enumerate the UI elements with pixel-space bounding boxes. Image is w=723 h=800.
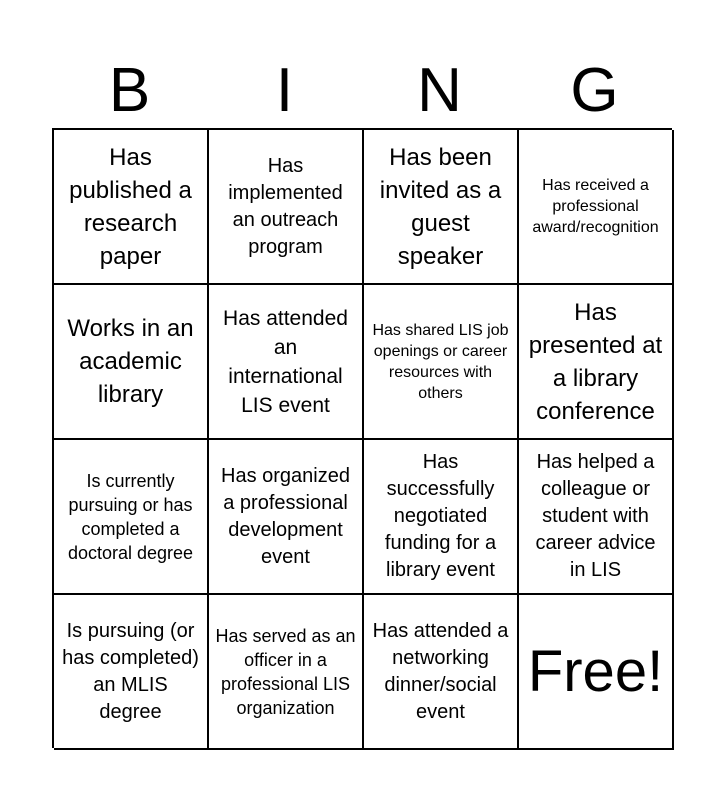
cell-text: Is pursuing (or has completed) an MLIS degree <box>62 619 199 723</box>
cell-text: Has presented at a library conference <box>528 298 663 425</box>
bingo-cell[interactable] <box>209 440 364 595</box>
bingo-cell[interactable] <box>364 595 519 750</box>
bingo-cell[interactable] <box>54 440 209 595</box>
cell-text: Has been invited as a guest speaker <box>379 143 502 270</box>
cell-text: Has served as an officer in a professional LIS organization <box>215 625 356 718</box>
bingo-cell[interactable] <box>519 440 674 595</box>
bingo-header <box>52 58 672 124</box>
cell-text: Has shared LIS job openings or career resources with others <box>372 321 509 402</box>
cell-text: Has received a professional award/recognition <box>532 177 659 236</box>
bingo-cell[interactable] <box>54 595 209 750</box>
cell-text: Has helped a colleague or student with career advice in LIS <box>535 451 656 581</box>
bingo-cell[interactable] <box>519 285 674 440</box>
header-letter-n: N <box>417 56 462 125</box>
bingo-cell[interactable] <box>519 130 674 285</box>
cell-text: Has attended an international LIS event <box>223 306 348 417</box>
bingo-board <box>52 128 672 748</box>
bingo-cell[interactable] <box>364 130 519 285</box>
header-letter-b: B <box>108 56 151 125</box>
bingo-cell[interactable] <box>54 285 209 440</box>
header-letter-g: G <box>570 56 619 125</box>
free-space-text: Free! <box>527 638 664 704</box>
cell-text: Works in an academic library <box>67 315 194 408</box>
bingo-cell[interactable] <box>54 130 209 285</box>
free-space-cell[interactable] <box>519 595 674 750</box>
bingo-cell[interactable] <box>209 130 364 285</box>
cell-text: Has attended a networking dinner/social event <box>372 619 509 723</box>
bingo-cell[interactable] <box>364 440 519 595</box>
bingo-cell[interactable] <box>209 595 364 750</box>
bingo-cell[interactable] <box>209 285 364 440</box>
cell-text: Has successfully negotiated funding for a library event <box>384 451 497 581</box>
header-letter-i: I <box>275 56 294 125</box>
cell-text: Has implemented an outreach program <box>228 154 343 258</box>
cell-text: Has published a research paper <box>69 143 192 270</box>
cell-text: Is currently pursuing or has completed a doctoral degree <box>67 470 194 563</box>
cell-text: Has organized a professional development event <box>221 464 350 568</box>
bingo-cell[interactable] <box>364 285 519 440</box>
